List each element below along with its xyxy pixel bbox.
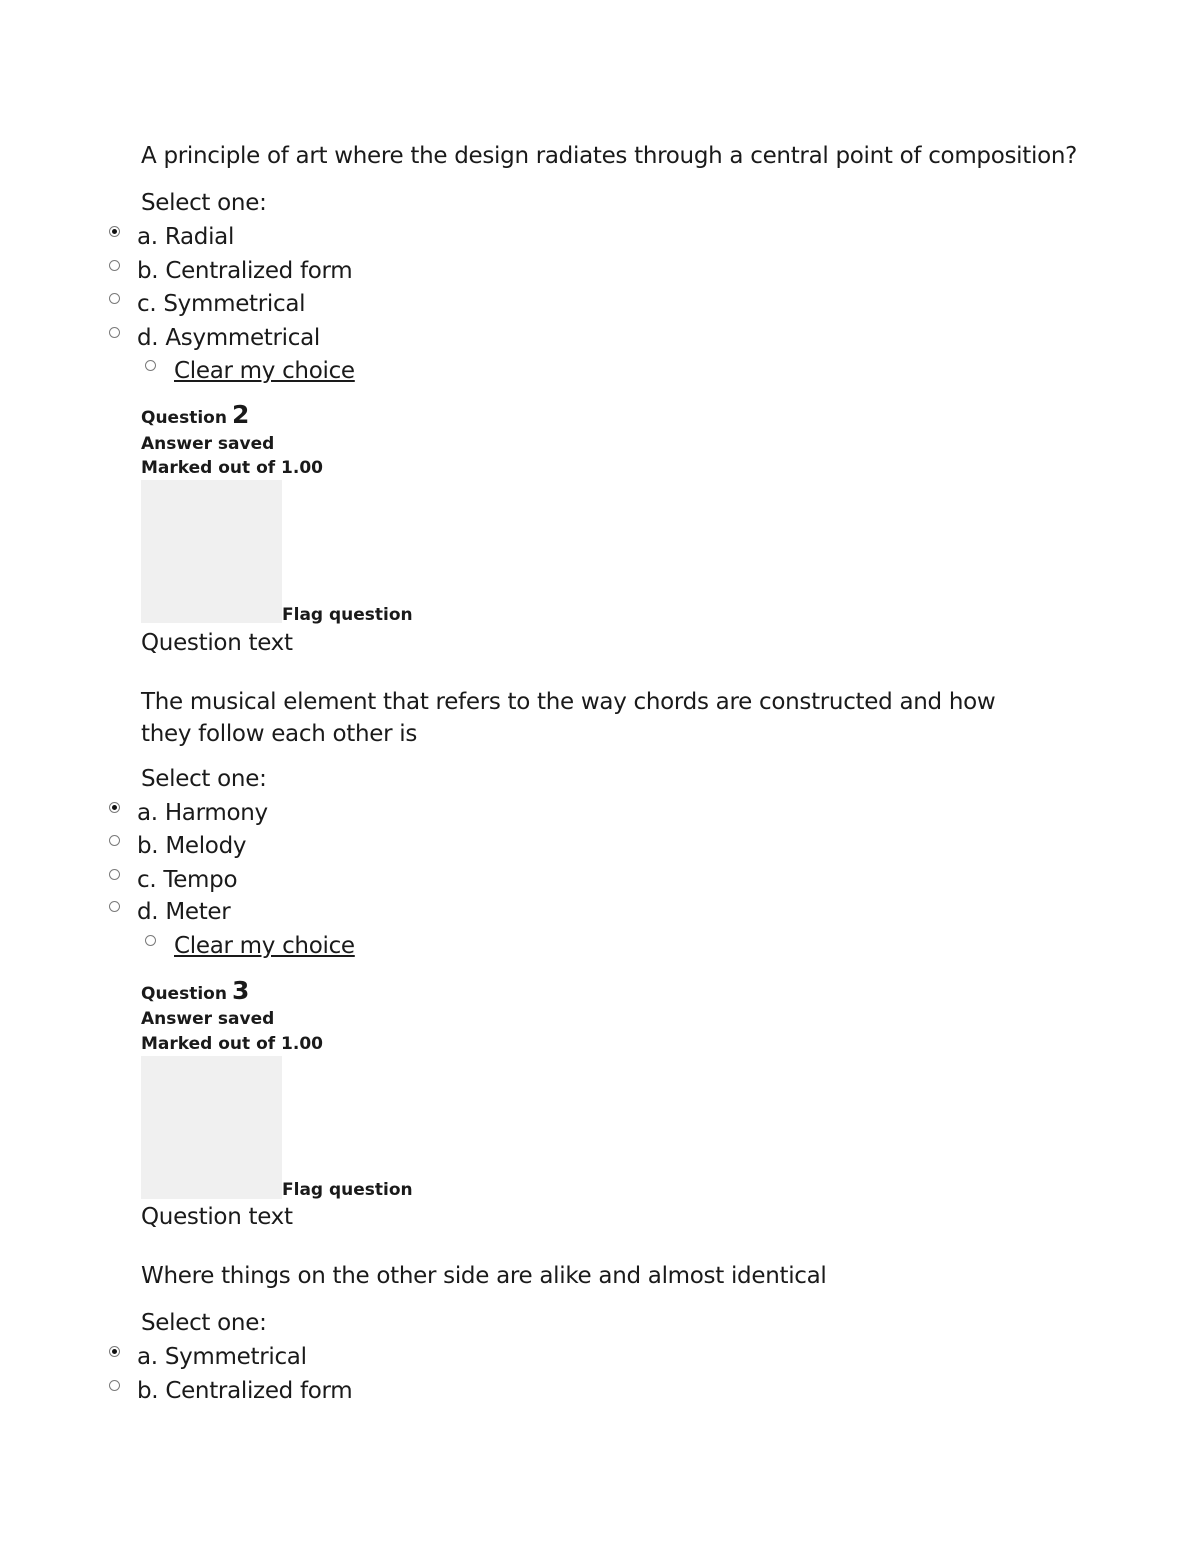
option-label: a. Harmony (137, 800, 268, 826)
radio-q3-b[interactable] (109, 1380, 120, 1391)
radio-q2-a[interactable] (109, 802, 120, 813)
question-number: 3 (232, 976, 250, 1005)
clear-choice-link[interactable]: Clear my choice (174, 358, 355, 384)
option-label: c. Symmetrical (137, 291, 306, 317)
option-label: b. Centralized form (137, 1378, 353, 1404)
radio-clear-q1[interactable] (145, 360, 156, 371)
flag-question-icon[interactable] (141, 1056, 282, 1199)
radio-clear-q2[interactable] (145, 935, 156, 946)
flag-question-link[interactable]: Flag question (282, 1180, 413, 1200)
flag-question-icon[interactable] (141, 480, 282, 623)
flag-question-link[interactable]: Flag question (282, 605, 413, 625)
question-label: Question (141, 984, 227, 1004)
question-text-heading: Question text (141, 1204, 293, 1230)
radio-q1-d[interactable] (109, 327, 120, 338)
select-one-label: Select one: (141, 766, 267, 792)
question-2-header (141, 400, 249, 429)
question-label: Question (141, 408, 227, 428)
select-one-label: Select one: (141, 190, 267, 216)
option-label: c. Tempo (137, 867, 238, 893)
question-3-header (141, 976, 249, 1005)
clear-choice-link[interactable]: Clear my choice (174, 933, 355, 959)
option-label: d. Asymmetrical (137, 325, 321, 351)
radio-q1-c[interactable] (109, 293, 120, 304)
question-number: 2 (232, 400, 250, 429)
radio-q1-a[interactable] (109, 226, 120, 237)
radio-q2-d[interactable] (109, 901, 120, 912)
select-one-label: Select one: (141, 1310, 267, 1336)
option-label: d. Meter (137, 899, 231, 925)
option-label: b. Centralized form (137, 258, 353, 284)
marked-out-of: Marked out of 1.00 (141, 1034, 324, 1054)
option-label: a. Radial (137, 224, 235, 250)
question-text-heading: Question text (141, 630, 293, 656)
question-3-text: Where things on the other side are alike and almost identical (141, 1263, 827, 1289)
question-1-text: A principle of art where the design radiates through a central point of composition? (141, 143, 1078, 169)
option-label: a. Symmetrical (137, 1344, 307, 1370)
answer-status: Answer saved (141, 1009, 275, 1029)
radio-q3-a[interactable] (109, 1346, 120, 1357)
question-2-text: The musical element that refers to the way chords are constructed and how they follow each other is (141, 689, 996, 747)
answer-status: Answer saved (141, 434, 275, 454)
marked-out-of: Marked out of 1.00 (141, 458, 324, 478)
radio-q1-b[interactable] (109, 260, 120, 271)
radio-q2-c[interactable] (109, 869, 120, 880)
option-label: b. Melody (137, 833, 247, 859)
radio-q2-b[interactable] (109, 835, 120, 846)
